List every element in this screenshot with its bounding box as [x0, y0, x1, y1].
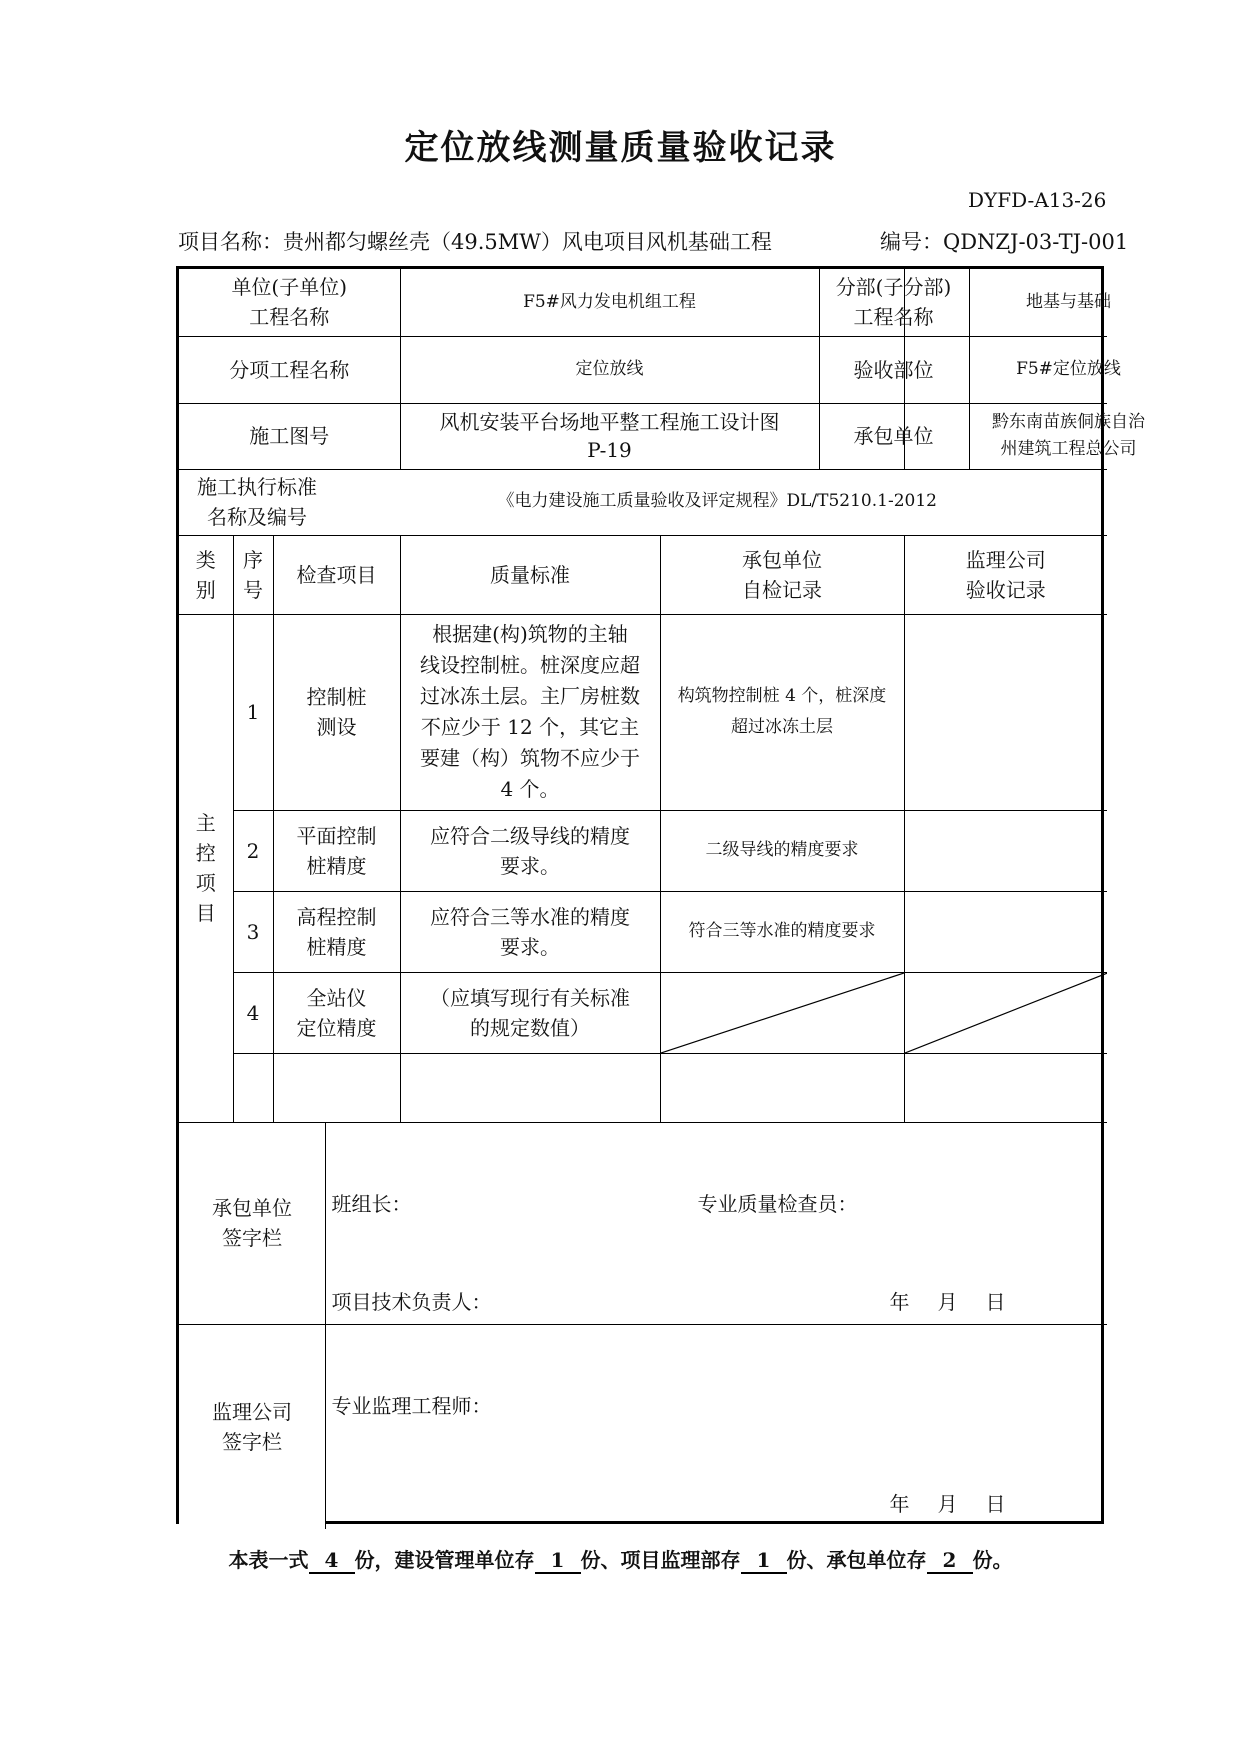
row-2-item: 平面控制 桩精度 [273, 810, 400, 891]
copies-total: 4 [309, 1548, 355, 1574]
header-seq: 序 号 [233, 535, 273, 614]
contractor-value: 黔东南苗族侗族自治 州建筑工程总公司 [992, 411, 1145, 459]
supervisor-sign-area [273, 1324, 1107, 1529]
row-2-self-check: 二级导线的精度要求 [660, 810, 904, 891]
row-3-no: 3 [233, 891, 273, 972]
drawing-label: 施工图号 [179, 403, 400, 469]
row-1-standard: 根据建(构)筑物的主轴 线设控制桩。桩深度应超 过冰冻土层。主厂房桩数 不应少于 12 个，其它主 要建（构）筑物不应少于 4 个。 [400, 614, 660, 810]
year-label: 年 [889, 1491, 910, 1516]
day-label: 日 [985, 1289, 1006, 1314]
copies-contractor: 2 [927, 1548, 973, 1574]
item-name-value: 定位放线 [575, 358, 644, 379]
header-self-check: 承包单位 自检记录 [660, 535, 904, 614]
team-leader-label: 班组长： [331, 1191, 412, 1216]
month-label: 月 [937, 1491, 958, 1516]
month-label: 月 [937, 1289, 958, 1314]
copies-owner: 1 [535, 1548, 581, 1574]
project-name: 项目名称：贵州都匀螺丝壳（49.5MW）风电项目风机基础工程 [178, 230, 772, 254]
row-2-supervisor [904, 810, 1107, 891]
tech-lead-label: 项目技术负责人： [331, 1289, 492, 1314]
slash-mark [661, 973, 904, 1053]
part-value: F5#定位放线 [1016, 358, 1121, 379]
row-4-supervisor-na [904, 972, 1107, 1053]
row-1-item: 控制桩 测设 [273, 614, 400, 810]
drawing-value: 风机安装平台场地平整工程施工设计图 P-19 [439, 410, 780, 462]
row-1-supervisor [904, 614, 1107, 810]
row-3-supervisor [904, 891, 1107, 972]
part-label: 验收部位 [853, 357, 934, 382]
empty-standard [400, 1053, 660, 1122]
supervising-engineer-label: 专业监理工程师： [331, 1393, 492, 1418]
standard-label: 施工执行标准 名称及编号 [179, 469, 273, 535]
unit-name-label: 单位(子单位) 工程名称 [179, 269, 400, 336]
group-main-control: 主 控 项 目 [179, 614, 233, 1122]
header-category: 类 别 [179, 535, 233, 614]
header-check-item: 检查项目 [273, 535, 400, 614]
row-3-item: 高程控制 桩精度 [273, 891, 400, 972]
quality-inspector-label: 专业质量检查员： [697, 1191, 858, 1216]
page-title: 定位放线测量质量验收记录 [404, 128, 837, 168]
row-3-self-check: 符合三等水准的精度要求 [660, 891, 904, 972]
row-4-no: 4 [233, 972, 273, 1053]
division-name-label: 分部(子分部) 工程名称 [835, 275, 952, 330]
slash-mark [905, 973, 1108, 1053]
supervisor-sign-label: 监理公司 签字栏 [179, 1324, 273, 1529]
contractor-sign-label: 承包单位 签字栏 [179, 1122, 273, 1324]
row-4-item: 全站仪 定位精度 [273, 972, 400, 1053]
contractor-sign-area [273, 1122, 1107, 1324]
document-code: DYFD-A13-26 [968, 188, 1107, 212]
standard-value: 《电力建设施工质量验收及评定规程》DL/T5210.1-2012 [273, 469, 1107, 535]
year-label: 年 [889, 1289, 910, 1314]
division-name-value: 地基与基础 [1026, 291, 1111, 312]
contractor-label: 承包单位 [853, 424, 934, 448]
row-2-no: 2 [233, 810, 273, 891]
row-1-self-check: 构筑物控制桩 4 个，桩深度 超过冰冻土层 [660, 614, 904, 810]
header-supervisor-record: 监理公司 验收记录 [904, 535, 1107, 614]
copies-note: 本表一式 4 份，建设管理单位存 1 份、项目监理部存 1 份、承包单位存 2 份。 [228, 1548, 1013, 1572]
row-3-standard: 应符合三等水准的精度 要求。 [400, 891, 660, 972]
unit-name-value: F5#风力发电机组工程 分部(子分部) 工程名称 地基与基础 [400, 269, 904, 336]
empty-item [273, 1053, 400, 1122]
row-2-standard: 应符合二级导线的精度 要求。 [400, 810, 660, 891]
header-quality-standard: 质量标准 [400, 535, 660, 614]
empty-self-check [660, 1053, 904, 1122]
item-name-label: 分项工程名称 [179, 336, 400, 403]
copies-supervisor: 1 [741, 1548, 787, 1574]
empty-supervisor [904, 1053, 1107, 1122]
row-4-standard: （应填写现行有关标准 的规定数值） [400, 972, 660, 1053]
row-1-no: 1 [233, 614, 273, 810]
empty-no [233, 1053, 273, 1122]
row-4-self-check-na [660, 972, 904, 1053]
inspection-table [176, 266, 1145, 1524]
day-label: 日 [985, 1491, 1006, 1516]
record-number: 编号：QDNZJ-03-TJ-001 [880, 230, 1129, 254]
